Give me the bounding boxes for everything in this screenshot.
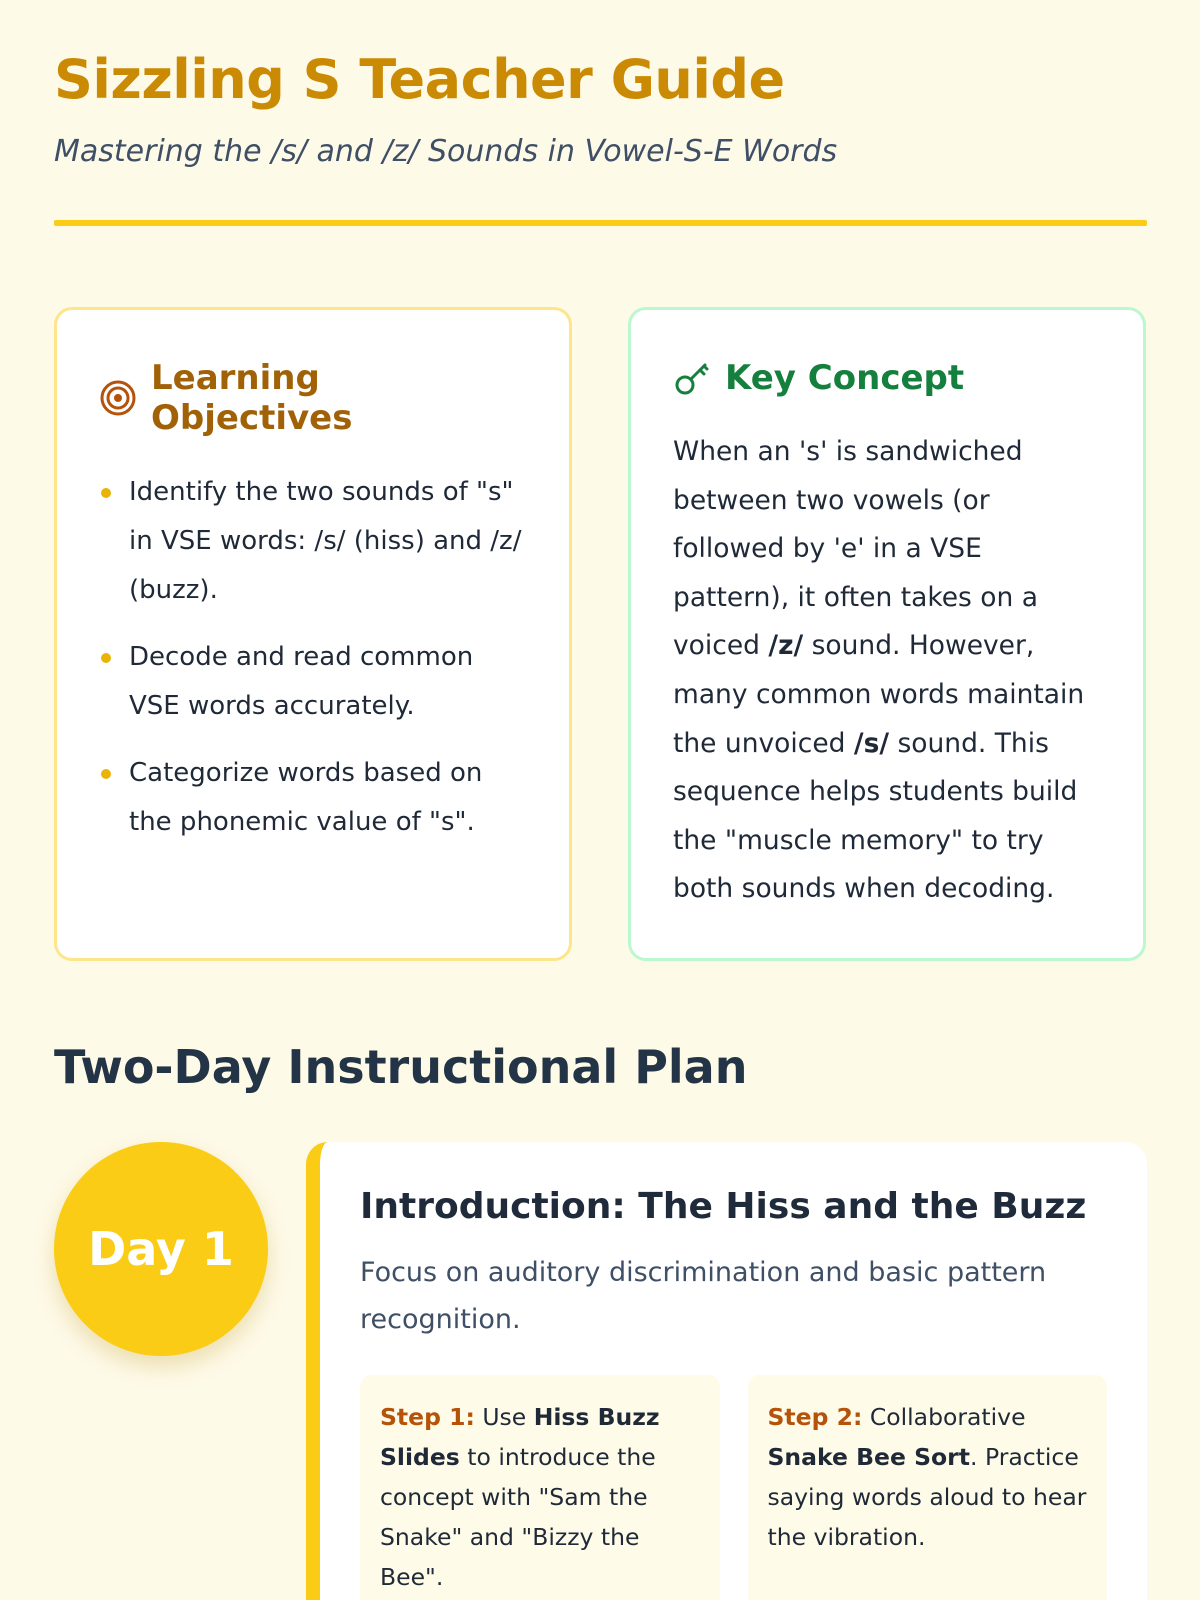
day-badge: Day 1 <box>54 1142 268 1356</box>
step-label: Step 1: <box>380 1403 475 1431</box>
objective-item <box>99 749 527 847</box>
day-title: Introduction: The Hiss and the Buzz <box>360 1186 1087 1227</box>
header-divider <box>54 220 1147 226</box>
plan-heading: Two-Day Instructional Plan <box>54 1040 748 1094</box>
objective-item <box>99 633 527 731</box>
day-description: Focus on auditory discrimination and basic pattern recognition. <box>360 1257 1047 1335</box>
concept-paragraph <box>673 428 1101 914</box>
key-icon <box>673 359 711 397</box>
concept-emphasis-z: /z/ <box>768 630 804 662</box>
bullet-dot <box>101 653 111 663</box>
day-1-card <box>306 1142 1147 1600</box>
concept-text-part: sound. This sequence helps students build the "muscle memory" to try both sounds when decoding. <box>673 727 1078 905</box>
objective-text: Identify the two sounds of "s" in VSE words: /s/ (hiss) and /z/ (buzz). <box>129 477 522 605</box>
step-text: . Practice saying words aloud to hear the vibration. <box>767 1443 1087 1551</box>
concept-text-part: sound. However, many common words maintain the unvoiced <box>673 630 1085 759</box>
objectives-heading: Learning Objectives <box>151 358 353 438</box>
bullet-dot <box>101 769 111 779</box>
objective-text: Decode and read common VSE words accurately. <box>129 642 474 721</box>
step-card <box>360 1375 720 1600</box>
page-title: Sizzling S Teacher Guide <box>54 48 785 111</box>
page-subtitle: Mastering the /s/ and /z/ Sounds in Vowel-S-E Words <box>54 134 838 169</box>
step-text: Use <box>474 1403 534 1431</box>
target-icon <box>99 379 137 417</box>
key-concept-card <box>628 307 1146 961</box>
step-label: Step 2: <box>767 1403 863 1431</box>
concept-header <box>673 358 1101 398</box>
bullet-dot <box>101 488 111 498</box>
concept-heading: Key Concept <box>725 358 965 398</box>
objectives-header <box>99 358 527 438</box>
objective-item <box>99 468 527 615</box>
steps-row <box>360 1375 1107 1600</box>
step-card <box>748 1375 1108 1600</box>
step-text: Collaborative <box>862 1403 1026 1431</box>
step-resource: Snake Bee Sort <box>767 1443 970 1471</box>
step-text: to introduce the concept with "Sam the Snake" and "Bizzy the Bee". <box>380 1443 656 1591</box>
objectives-list <box>99 468 527 847</box>
concept-emphasis-s: /s/ <box>853 727 890 759</box>
step-resource: Hiss Buzz Slides <box>380 1403 660 1471</box>
objective-text: Categorize words based on the phonemic value of "s". <box>129 758 483 837</box>
concept-text-part: When an 's' is sandwiched between two vowels (or followed by 'e' in a VSE pattern), it often takes on a voiced <box>673 436 1038 662</box>
learning-objectives-card <box>54 307 572 961</box>
